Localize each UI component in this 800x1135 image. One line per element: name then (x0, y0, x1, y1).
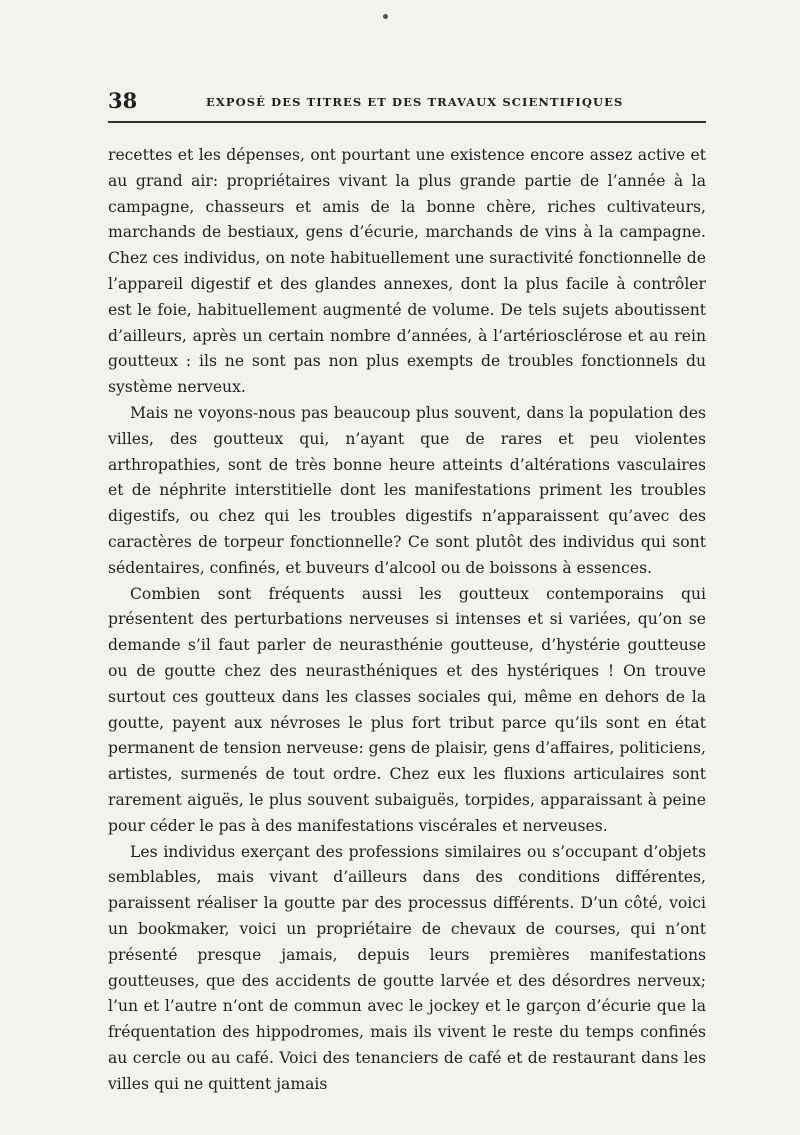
page-header (108, 88, 706, 118)
header-rule (108, 121, 706, 123)
page-body (108, 143, 706, 1097)
paragraph-1: recettes et les dépenses, ont pourtant une existence encore assez active et au grand air: propriétaires vivant la plus grande partie de l’année à la campagne, chasseurs et amis de la bonne chère, riches cultivateurs, marchands de bestiaux, gens d’écurie, marchands de vins à la campagne. Chez ces individus, on note habituellement une suractivité fonctionnelle de l’appareil digestif et des glandes annexes, dont la plus facile à contrôler est le foie, habituellement augmenté de volume. De tels sujets aboutissent d’ailleurs, après un certain nombre d’années, à l’artériosclérose et au rein goutteux : ils ne sont pas non plus exempts de troubles fonctionnels du système nerveux. (108, 146, 706, 397)
page-number: 38 (108, 88, 138, 113)
paragraph-2: Mais ne voyons-nous pas beaucoup plus souvent, dans la population des villes, des goutteux qui, n’ayant que de rares et peu violentes arthropathies, sont de très bonne heure atteints d’altérations vasculaires et de néphrite interstitielle dont les manifestations priment les troubles digestifs, ou chez qui les troubles digestifs n’apparaissent qu’avec des caractères de torpeur fonctionnelle? Ce sont plutôt des individus qui sont sédentaires, confinés, et buveurs d’alcool ou de boissons à essences. (108, 403, 706, 577)
running-title: EXPOSÉ DES TITRES ET DES TRAVAUX SCIENTIFIQUES (206, 95, 624, 109)
paragraph-4: Les individus exerçant des professions similaires ou s’occupant d’objets semblables, mais vivant d’ailleurs dans des conditions différentes, paraissent réaliser la goutte par des processus différents. D’un côté, voici un bookmaker, voici un propriétaire de chevaux de courses, qui n’ont présenté presque jamais, depuis leurs premières manifestations goutteuses, que des accidents de goutte larvée et des désordres nerveux; l’un et l’autre n’ont de commun avec le jockey et le garçon d’écurie que la fréquentation des hippodromes, mais ils vivent le reste du temps confinés au cercle ou au café. Voici des tenanciers de café et de restaurant dans les villes qui ne quittent jamais (108, 842, 706, 1093)
paragraph-3: Combien sont fréquents aussi les goutteux contemporains qui présentent des perturbations nerveuses si intenses et si variées, qu’on se demande s’il faut parler de neurasthénie goutteuse, d’hystérie goutteuse ou de goutte chez des neurasthéniques et des hystériques ! On trouve surtout ces goutteux dans les classes sociales qui, même en dehors de la goutte, payent aux névroses le plus fort tribut parce qu’ils sont en état permanent de tension nerveuse: gens de plaisir, gens d’affaires, politiciens, artistes, surmenés de tout ordre. Chez eux les fluxions articulaires sont rarement aiguës, le plus souvent subaiguës, torpides, apparaissant à peine pour céder le pas à des manifestations viscérales et nerveuses. (108, 584, 706, 835)
print-speck (383, 14, 388, 19)
